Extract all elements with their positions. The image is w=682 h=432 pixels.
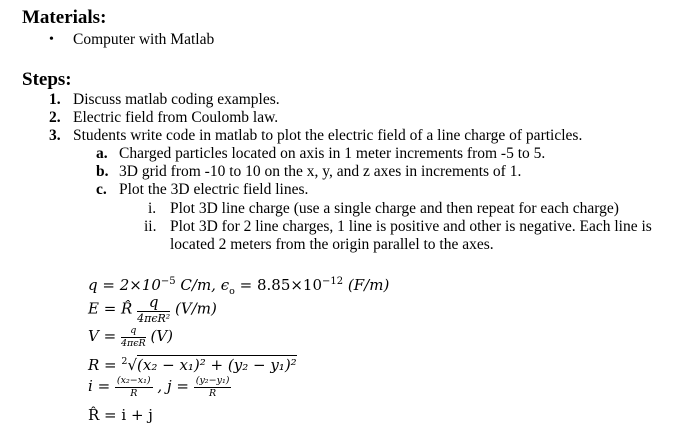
subsubstep-item-i <box>148 200 619 218</box>
equation-distance: R = $^2$√(x₂ − x₁)² + (y₂ − y₁)² <box>88 356 297 374</box>
substep-marker: c. <box>96 181 107 198</box>
step-item-1 <box>49 91 280 109</box>
fraction: $\frac{\text{(x₂−x₁)}}{R}$ <box>116 375 151 399</box>
substep-item-a <box>96 145 545 163</box>
materials-heading: Materials: <box>22 7 107 28</box>
substep-item-c <box>96 181 308 199</box>
substep-marker: a. <box>96 145 108 162</box>
steps-heading: Steps: <box>22 69 72 90</box>
equation-unit-vector: R̂ = i + j <box>88 406 153 424</box>
substep-text: Charged particles located on axis in 1 meter increments from -5 to 5. <box>119 145 546 162</box>
substep-text: Plot the 3D electric field lines. <box>119 181 309 198</box>
subsubstep-marker: i. <box>148 200 157 217</box>
subsubstep-continuation: located 2 meters from the origin parallel to the axes. <box>170 236 494 253</box>
materials-item: Computer with Matlab <box>73 31 215 48</box>
step-item-2 <box>49 109 278 127</box>
step-marker: 3. <box>49 127 61 144</box>
subsubstep-text: Plot 3D line charge (use a single charge and then repeat for each charge) <box>170 200 619 217</box>
fraction: $\frac{q}{\text{4πϵR²}}$ <box>137 293 171 325</box>
step-item-3 <box>49 127 582 145</box>
substep-marker: b. <box>96 163 109 180</box>
step-marker: 1. <box>49 91 61 108</box>
fraction: $\frac{q}{\text{4πϵR}}$ <box>120 325 146 349</box>
substep-text: 3D grid from -10 to 10 on the x, y, and z axes in increments of 1. <box>119 163 522 180</box>
step-text: Electric field from Coulomb law. <box>73 109 279 126</box>
fraction: $\frac{\text{(y₂−y₁)}}{R}$ <box>195 375 230 399</box>
substep-item-b <box>96 163 521 181</box>
subsubstep-text: Plot 3D for 2 line charges, 1 line is positive and other is negative. Each line is <box>170 218 652 235</box>
step-text: Discuss matlab coding examples. <box>73 91 280 108</box>
subsubstep-item-ii <box>144 218 652 236</box>
step-marker: 2. <box>49 109 61 126</box>
subsubstep-marker: ii. <box>144 218 157 235</box>
bullet-icon: • <box>49 32 54 47</box>
equation-unit-components: i = $\frac{\text{(x₂−x₁)}}{R}$ , j = $\frac{\text{(y₂−y₁)}}{R}$ <box>88 375 230 399</box>
equation-electric-field: E = R̂ $\frac{q}{\text{4πϵR²}}$ (V/m) <box>88 293 217 325</box>
equation-constants: $q = 2\times 10^{-5}$ C/m, $\epsilon_o = 8.85\times 10^{-12}$ (F/m) <box>88 276 390 297</box>
step-text: Students write code in matlab to plot the electric field of a line charge of particles. <box>73 127 583 144</box>
equation-potential: V = $\frac{q}{\text{4πϵR}}$ (V) <box>88 325 174 349</box>
